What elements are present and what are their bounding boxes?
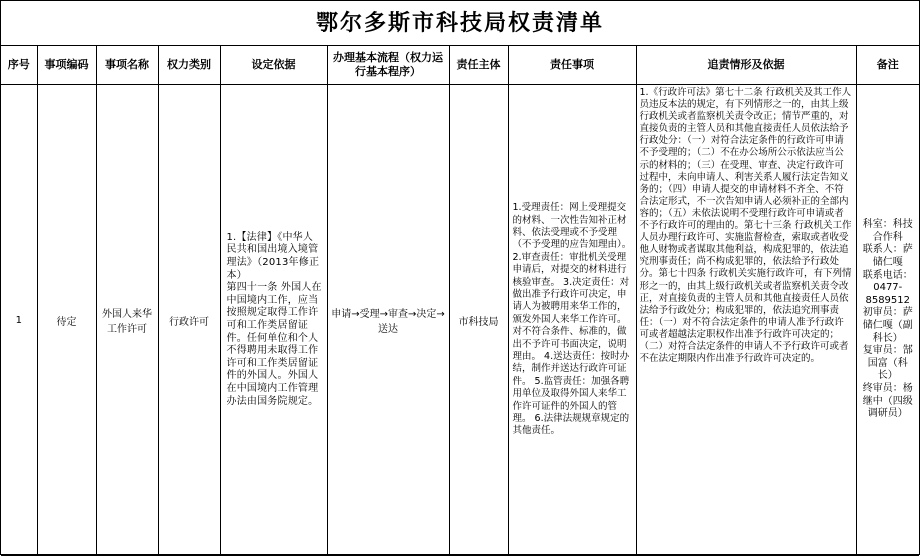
header-category: 权力类别 — [158, 46, 220, 85]
header-accountability: 追责情形及依据 — [636, 46, 856, 85]
cell-code: 待定 — [37, 85, 96, 556]
cell-category: 行政许可 — [158, 85, 220, 556]
table-row — [1, 85, 919, 556]
header-basis: 设定依据 — [220, 46, 327, 85]
cell-duties: 1.受理责任：网上受理提交的材料、一次性告知补正材料、依法受理或不予受理（不予受理的应告知理由）。 2.审查责任：审批机关受理申请后，对提交的材料进行核验审查。 3.决定责任：对做出准予行政许可决定，申请人为被聘用来华工作的，颁发外国人来华工作许可。对不符合条件、标准的，做出不予许可书面决定，说明理由。 4.送达责任：按时办结，制作并送达行政许可证件。 5.监管责任：加强各聘用单位及取得外国人来华工作许可证件的外国人的管理。 6.法律法规规章规定的其他责任。 — [508, 85, 636, 556]
header-subject: 责任主体 — [449, 46, 508, 85]
table-header-row — [1, 46, 919, 85]
header-duties: 责任事项 — [508, 46, 636, 85]
header-remarks: 备注 — [856, 46, 919, 85]
header-code: 事项编码 — [37, 46, 96, 85]
header-process: 办理基本流程（权力运行基本程序） — [327, 46, 449, 85]
cell-subject: 市科技局 — [449, 85, 508, 556]
document-title: 鄂尔多斯市科技局权责清单 — [1, 1, 919, 46]
cell-basis: 1.【法律】《中华人民共和国出境入境管理法》（2013年修正本） 第四十一条 外国人在中国境内工作，应当按照规定取得工作许可和工作类居留证件。任何单位和个人不得聘用未取得工作许可和工作类居留证件的外国人。外国人在中国境内工作管理办法由国务院规定。 — [220, 85, 327, 556]
header-name: 事项名称 — [96, 46, 158, 85]
cell-process: 申请→受理→审查→决定→送达 — [327, 85, 449, 556]
cell-name: 外国人来华工作许可 — [96, 85, 158, 556]
cell-remarks: 科室：科技合作科 联系人：萨储仁嘎 联系电话：0477-8589512 初审员：萨储仁嘎（副科长） 复审员：郜国富（科长） 终审员：杨继中（四级调研员） — [856, 85, 919, 556]
cell-accountability: 1.《行政许可法》第七十二条 行政机关及其工作人员违反本法的规定，有下列情形之一的，由其上级行政机关或者监察机关责令改正；情节严重的，对直接负责的主管人员和其他直接责任人员依法给予行政处分：（一）对符合法定条件的行政许可申请不予受理的；（二）不在办公场所公示依法应当公示的材料的；（三）在受理、审查、决定行政许可过程中，未向申请人、利害关系人履行法定告知义务的；（四）申请人提交的申请材料不齐全、不符合法定形式，不一次告知申请人必须补正的全部内容的；（五）未依法说明不受理行政许可申请或者不予行政许可的理由的。第七十三条 行政机关工作人员办理行政许可、实施监督检查，索取或者收受他人财物或者谋取其他利益，构成犯罪的，依法追究刑事责任；尚不构成犯罪的，依法给予行政处分。第七十四条 行政机关实施行政许可，有下列情形之一的，由其上级行政机关或者监察机关责令改正，对直接负责的主管人员和其他直接责任人员依法给予行政处分；构成犯罪的，依法追究刑事责任：（一）对不符合法定条件的申请人准予行政许可或者超越法定职权作出准予行政许可决定的；（二）对符合法定条件的申请人不予行政许可或者不在法定期限内作出准予行政许可决定的。 — [636, 85, 856, 556]
responsibility-table — [1, 46, 919, 556]
header-seq: 序号 — [1, 46, 37, 85]
cell-seq: 1 — [1, 85, 37, 556]
